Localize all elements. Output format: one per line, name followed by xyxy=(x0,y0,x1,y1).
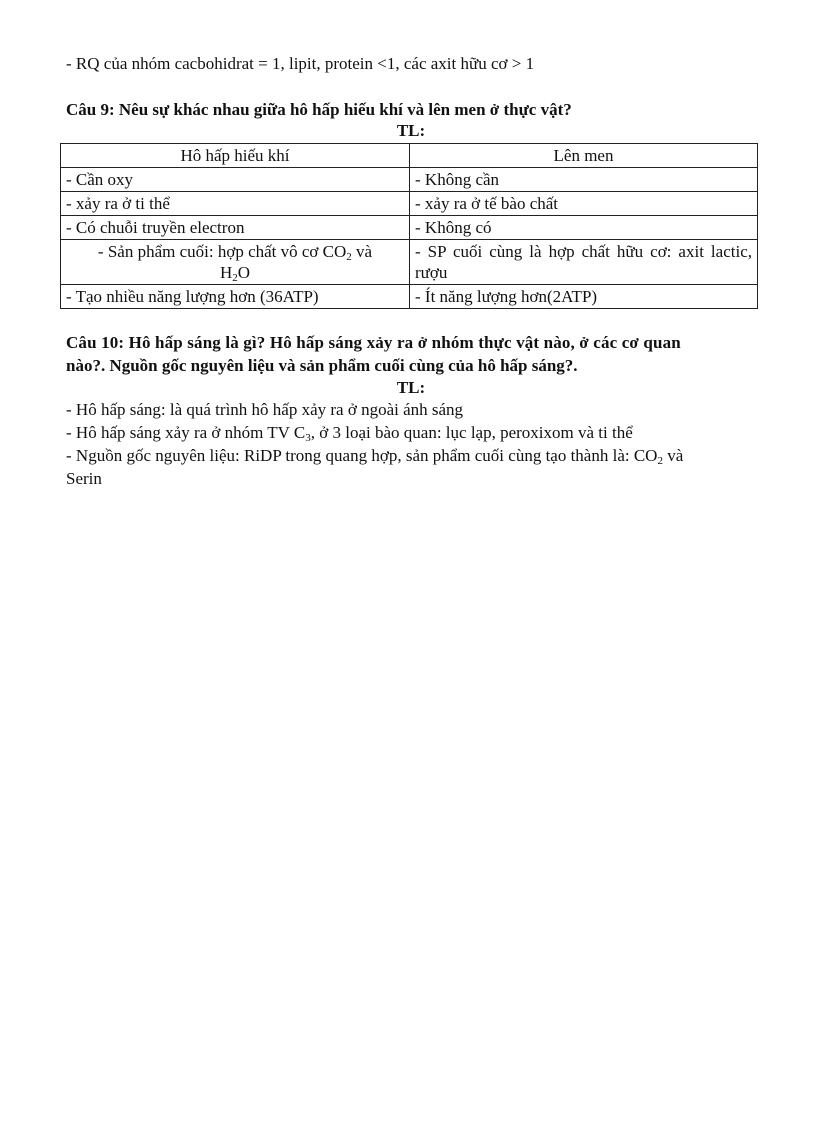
answer-text: , ở 3 loại bào quan: lục lạp, peroxixom và ti thể xyxy=(310,423,633,442)
comparison-table xyxy=(60,143,758,309)
subscript: 2 xyxy=(657,455,663,467)
answer-10-line-2 xyxy=(66,422,756,444)
cell-text: O xyxy=(237,263,251,282)
table-row xyxy=(61,285,758,309)
answer-label-9: TL: xyxy=(396,121,426,140)
answer-text: - Hô hấp sáng xảy ra ở nhóm TV C xyxy=(66,423,306,442)
table-header-fermentation: Lên men xyxy=(410,144,758,168)
subscript: 3 xyxy=(305,432,311,444)
table-cell: - Không có xyxy=(410,216,758,240)
table-header-aerobic: Hô hấp hiếu khí xyxy=(61,144,410,168)
table-cell: - Ít năng lượng hơn(2ATP) xyxy=(410,285,758,309)
question-9: Câu 9: Nêu sự khác nhau giữa hô hấp hiếu khí và lên men ở thực vật? xyxy=(66,100,572,119)
table-header-row xyxy=(61,144,758,168)
answer-text: - Nguồn gốc nguyên liệu: RiDP trong quang hợp, sản phẩm cuối cùng tạo thành là: CO xyxy=(66,446,658,465)
table-row xyxy=(61,168,758,192)
table-cell: - xảy ra ở ti thể xyxy=(61,192,410,216)
question-10-line-1: Câu 10: Hô hấp sáng là gì? Hô hấp sáng xảy ra ở nhóm thực vật nào, ở các cơ quan xyxy=(66,333,681,352)
table-cell: - Không cần xyxy=(410,168,758,192)
table-cell: - Cần oxy xyxy=(61,168,410,192)
table-cell: - Có chuỗi truyền electron xyxy=(61,216,410,240)
cell-text: H xyxy=(219,263,233,282)
table-row xyxy=(61,216,758,240)
answer-10-line-4: Serin xyxy=(66,469,102,488)
answer-10-line-3 xyxy=(66,445,756,467)
question-10-line-2: nào?. Nguồn gốc nguyên liệu và sản phẩm cuối cùng của hô hấp sáng?. xyxy=(66,356,578,375)
table-cell: - Tạo nhiều năng lượng hơn (36ATP) xyxy=(61,285,410,309)
table-cell: - xảy ra ở tế bào chất xyxy=(410,192,758,216)
answer-label-10: TL: xyxy=(396,378,426,397)
cell-text: - Sản phẩm cuối: hợp chất vô cơ CO xyxy=(97,242,347,261)
answer-text: và xyxy=(662,446,684,465)
answer-10-line-1: - Hô hấp sáng: là quá trình hô hấp xảy ra ở ngoài ánh sáng xyxy=(66,400,464,419)
table-row xyxy=(61,240,758,285)
table-row xyxy=(61,192,758,216)
table-cell-product-aerobic xyxy=(61,240,410,285)
subscript: 2 xyxy=(346,251,352,263)
cell-text: và xyxy=(351,242,373,261)
rq-line: - RQ của nhóm cacbohidrat = 1, lipit, protein <1, các axit hữu cơ > 1 xyxy=(66,54,535,73)
table-cell: - SP cuối cùng là hợp chất hữu cơ: axit lactic, rượu xyxy=(410,240,758,285)
subscript: 2 xyxy=(232,272,238,284)
